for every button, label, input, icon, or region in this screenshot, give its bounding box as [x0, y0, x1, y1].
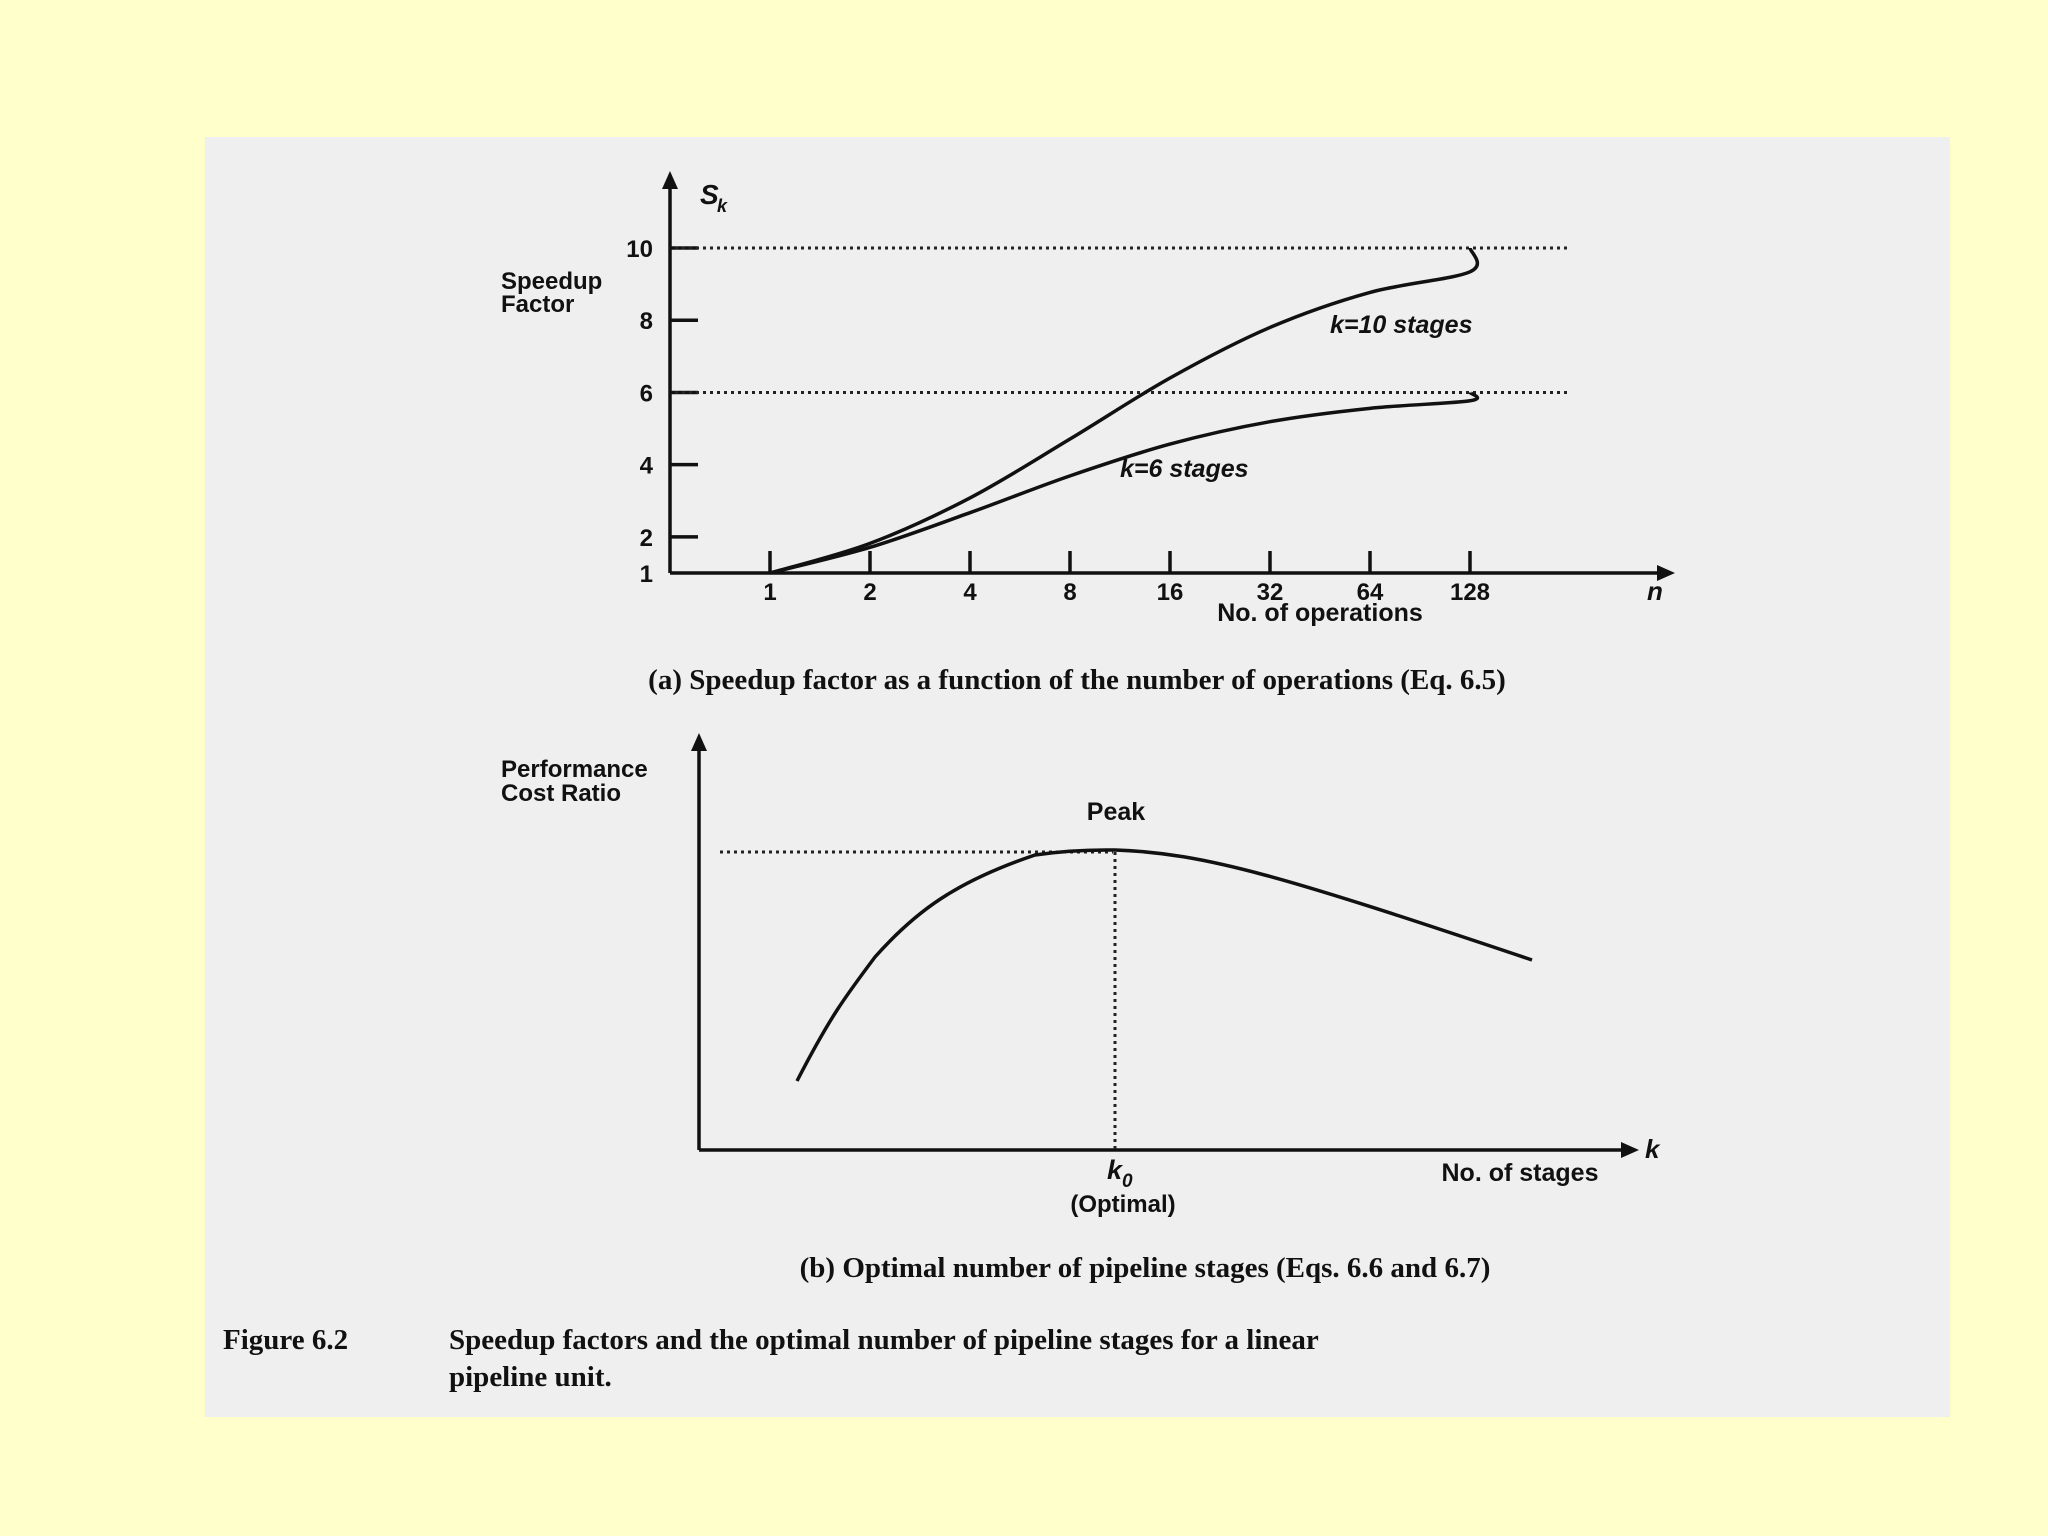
x-tick-label: 64	[1356, 579, 1384, 606]
y-tick-label: 10	[626, 236, 653, 263]
x-tick-label: 32	[1256, 579, 1284, 606]
y-tick-label: 8	[639, 308, 653, 336]
series-line	[770, 248, 1477, 573]
y-axis-label-line1: Speedup	[501, 268, 603, 295]
y-tick-label: 2	[639, 524, 653, 552]
x-tick-label: 16	[1156, 579, 1184, 606]
subtitle-b: (b) Optimal number of pipeline stages (Eqs. 6.6 and 6.7)	[799, 1252, 1491, 1284]
x-symbol-b: k	[1645, 1134, 1660, 1164]
x-axis-label: No. of operations	[1217, 599, 1423, 627]
y-axis-b-arrow	[691, 733, 707, 751]
speedup-chart	[501, 171, 1675, 696]
optimal-label: (Optimal)	[1070, 1191, 1176, 1218]
subtitle-a: (a) Speedup factor as a function of the number of operations (Eq. 6.5)	[648, 664, 1506, 696]
x-tick-label: 128	[1449, 579, 1491, 606]
y-axis-arrow	[662, 171, 678, 189]
y-symbol: S	[700, 179, 719, 210]
y-axis-label-line2: Factor	[501, 291, 575, 318]
x-ticks	[763, 551, 1490, 606]
series-label: k=10 stages	[1330, 311, 1473, 339]
series-labels	[1120, 311, 1473, 483]
y-symbol-sub: k	[717, 196, 728, 216]
series-label: k=6 stages	[1120, 455, 1249, 483]
y-axis-b-label-line2: Cost Ratio	[501, 780, 621, 807]
caption-line1: Speedup factors and the optimal number of pipeline stages for a linear	[449, 1324, 1319, 1356]
optimal-symbol: k	[1107, 1155, 1123, 1185]
figure-canvas	[205, 137, 1950, 1417]
peak-label: Peak	[1086, 798, 1146, 826]
scanned-figure	[205, 137, 1950, 1417]
figure-caption	[223, 1324, 1319, 1393]
caption-number: Figure 6.2	[223, 1324, 349, 1356]
x-tick-label: 1	[763, 579, 777, 606]
performance-cost-curve	[797, 850, 1532, 1081]
x-axis-b-arrow	[1621, 1142, 1639, 1158]
x-axis-b-label: No. of stages	[1441, 1159, 1599, 1187]
x-symbol: n	[1647, 576, 1663, 606]
caption-line2: pipeline unit.	[449, 1361, 612, 1393]
x-tick-label: 8	[1063, 579, 1077, 606]
x-tick-label: 2	[863, 579, 877, 606]
series-lines	[770, 248, 1477, 573]
y-tick-label: 1	[639, 561, 653, 588]
y-axis-b-label-line1: Performance	[501, 756, 648, 783]
y-tick-label: 6	[639, 380, 653, 408]
optimal-symbol-sub: 0	[1122, 1171, 1133, 1192]
y-ticks	[626, 236, 698, 588]
x-tick-label: 4	[963, 579, 977, 606]
y-tick-label: 4	[639, 452, 653, 480]
performance-cost-chart	[501, 733, 1661, 1284]
